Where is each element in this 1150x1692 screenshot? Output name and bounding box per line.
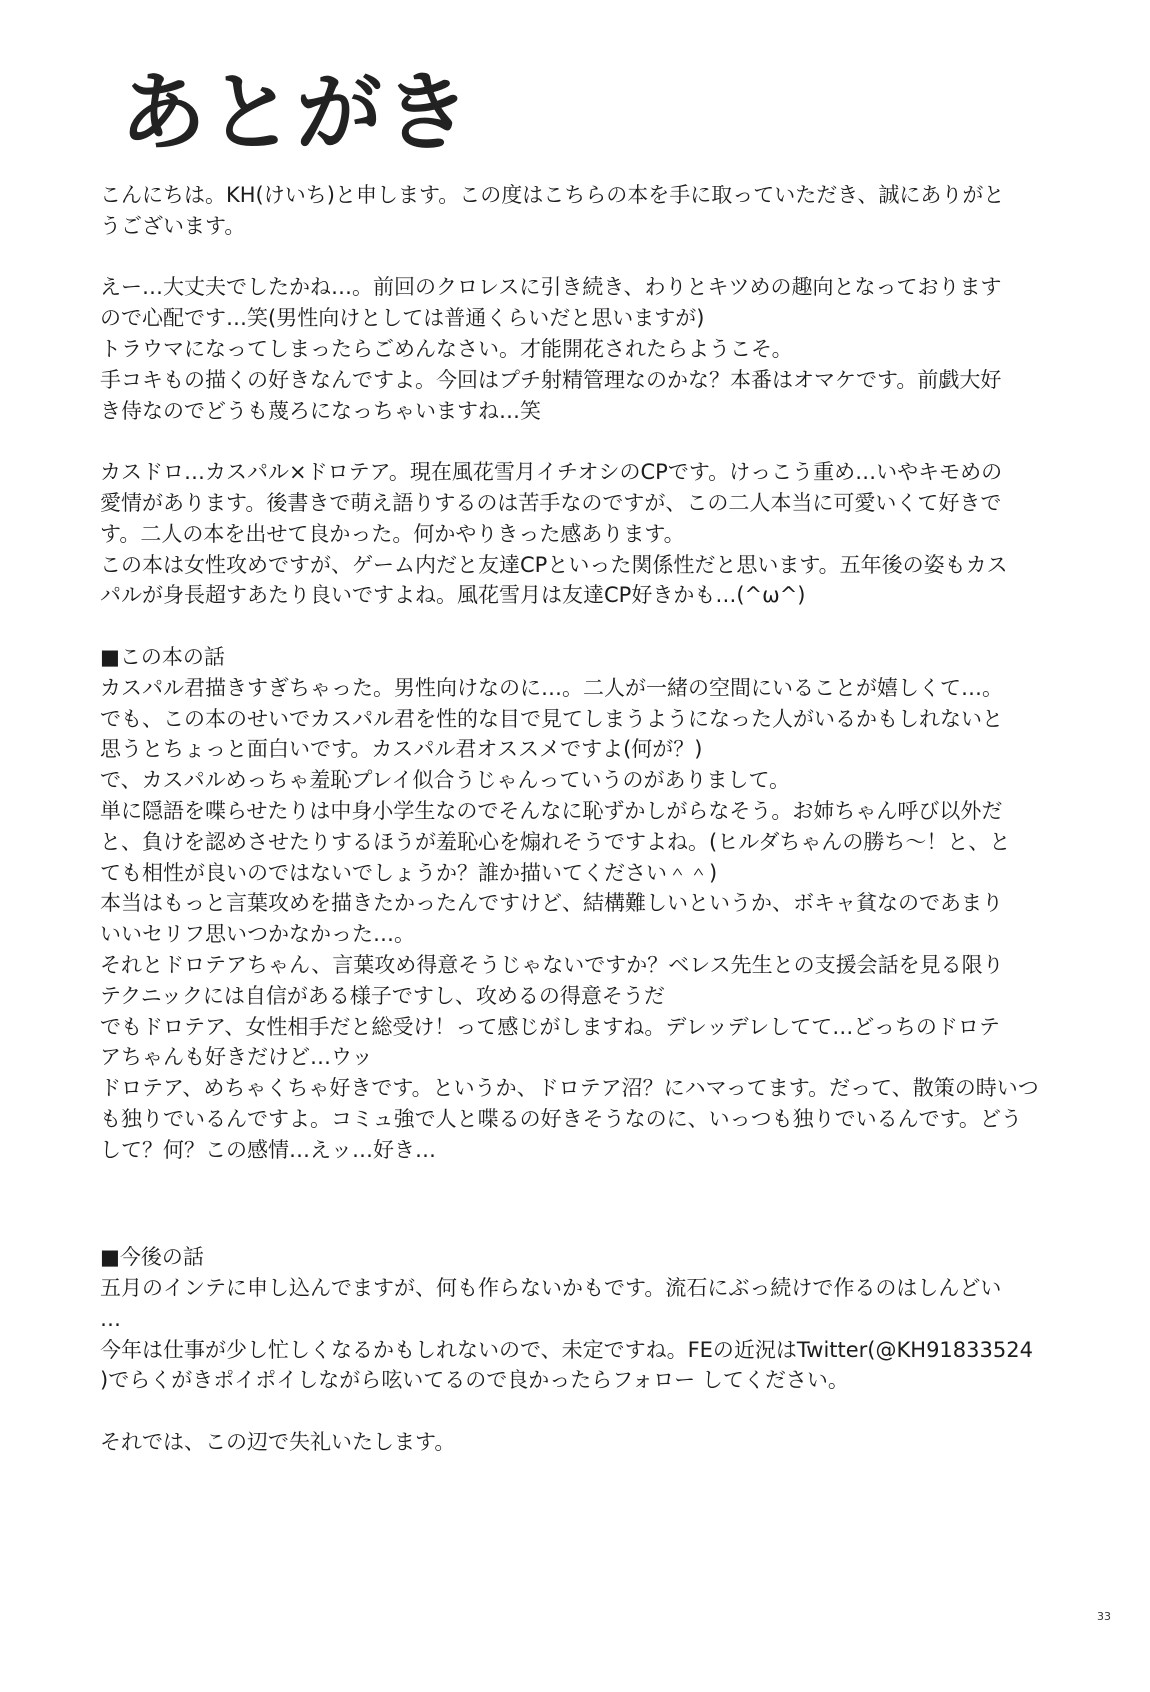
closing-line: それでは、この辺で失礼いたします。 [100, 1430, 456, 1455]
text-line: も独りでいるんですよ。コミュ強で人と喋るの好きそうなのに、いっつも独りでいるんです。どう [100, 1106, 1022, 1131]
text-line: カスドロ…カスパル×ドロテア。現在風花雪月イチオシのCPです。けっこう重め…いやキモめの [100, 460, 1003, 485]
section-heading-future: ■今後の話 [100, 1245, 204, 1270]
text-line: と、負けを認めさせたりするほうが羞恥心を煽れそうですよね。(ヒルダちゃんの勝ち～！と、と [100, 829, 1011, 854]
text-line: で、カスパルめっちゃ羞恥プレイ似合うじゃんっていうのがありまして。 [100, 768, 791, 793]
text-line: パルが身長超すあたり良いですよね。風花雪月は友達CP好きかも…(^ω^) [100, 583, 806, 608]
text-line: き侍なのでどうも蔑ろになっちゃいますね…笑 [100, 398, 541, 423]
text-line: アちゃんも好きだけど…ウッ [100, 1045, 373, 1070]
text-line: トラウマになってしまったらごめんなさい。才能開花されたらようこそ。 [100, 336, 793, 361]
text-line: … [100, 1306, 121, 1331]
afterword-body [100, 180, 1060, 1458]
text-line: 思うとちょっと面白いです。カスパル君オススメですよ(何が？) [100, 737, 703, 762]
text-line: テクニックには自信がある様子ですし、攻めるの得意そうだ [100, 983, 665, 1008]
section-heading-this-book: ■この本の話 [100, 644, 225, 669]
text-line: )でらくがきポイポイしながら呟いてるので良かったらフォロー してください。 [100, 1368, 849, 1393]
text-line: す。二人の本を出せて良かった。何かやりきった感あります。 [100, 521, 685, 546]
text-line: でも、この本のせいでカスパル君を性的な目で見てしまうようになった人がいるかもしれないと [100, 706, 1003, 731]
text-line: この本は女性攻めですが、ゲーム内だと友達CPといった関係性だと思います。五年後の姿もカス [100, 552, 1008, 577]
text-line: 五月のインテに申し込んでますが、何も作らないかもです。流石にぶっ続けで作るのはしんどい [100, 1276, 1002, 1301]
text-line: 本当はもっと言葉攻めを描きたかったんですけど、結構難しいというか、ボキャ貧なのであまり [100, 891, 1003, 916]
text-line: 今年は仕事が少し忙しくなるかもしれないので、未定ですね。FEの近況はTwitter(@KH91833524 [100, 1337, 1033, 1362]
text-line: 手コキもの描くの好きなんですよ。今回はプチ射精管理なのかな？本番はオマケです。前戯大好 [100, 367, 1002, 392]
text-line: うございます。 [100, 213, 246, 238]
text-line: ドロテア、めちゃくちゃ好きです。というか、ドロテア沼？にハマってます。だって、散策の時いつ [100, 1076, 1039, 1101]
text-line: して？何？この感情…えッ…好き… [100, 1137, 436, 1162]
text-line: こんにちは。KH(けいち)と申します。この度はこちらの本を手に取っていただき、誠にありがと [100, 183, 1005, 207]
page-number: 33 [1097, 1610, 1111, 1623]
text-line: それとドロテアちゃん、言葉攻め得意そうじゃないですか？ベレス先生との支援会話を見る限り [100, 952, 1004, 977]
text-line: カスパル君描きすぎちゃった。男性向けなのに…。二人が一緒の空間にいることが嬉しくて…。 [100, 675, 1003, 700]
text-line: ので心配です…笑(男性向けとしては普通くらいだと思いますが) [100, 306, 705, 331]
text-line: 愛情があります。後書きで萌え語りするのは苦手なのですが、この二人本当に可愛いくて好きで [100, 490, 1002, 515]
text-line: ても相性が良いのではないでしょうか？誰か描いてください＾＾) [100, 860, 718, 885]
text-line: えー…大丈夫でしたかね…。前回のクロレスに引き続き、わりとキツめの趣向となっております [100, 275, 1002, 300]
text-line: でもドロテア、女性相手だと総受け！って感じがしますね。デレッデレしてて…どっちのドロテ [100, 1014, 1000, 1039]
text-line: いいセリフ思いつかなかった…。 [100, 922, 415, 947]
text-line: 単に隠語を喋らせたりは中身小学生なのでそんなに恥ずかしがらなそう。お姉ちゃん呼び以外だ [100, 798, 1003, 823]
page-title: あとがき [120, 63, 472, 163]
